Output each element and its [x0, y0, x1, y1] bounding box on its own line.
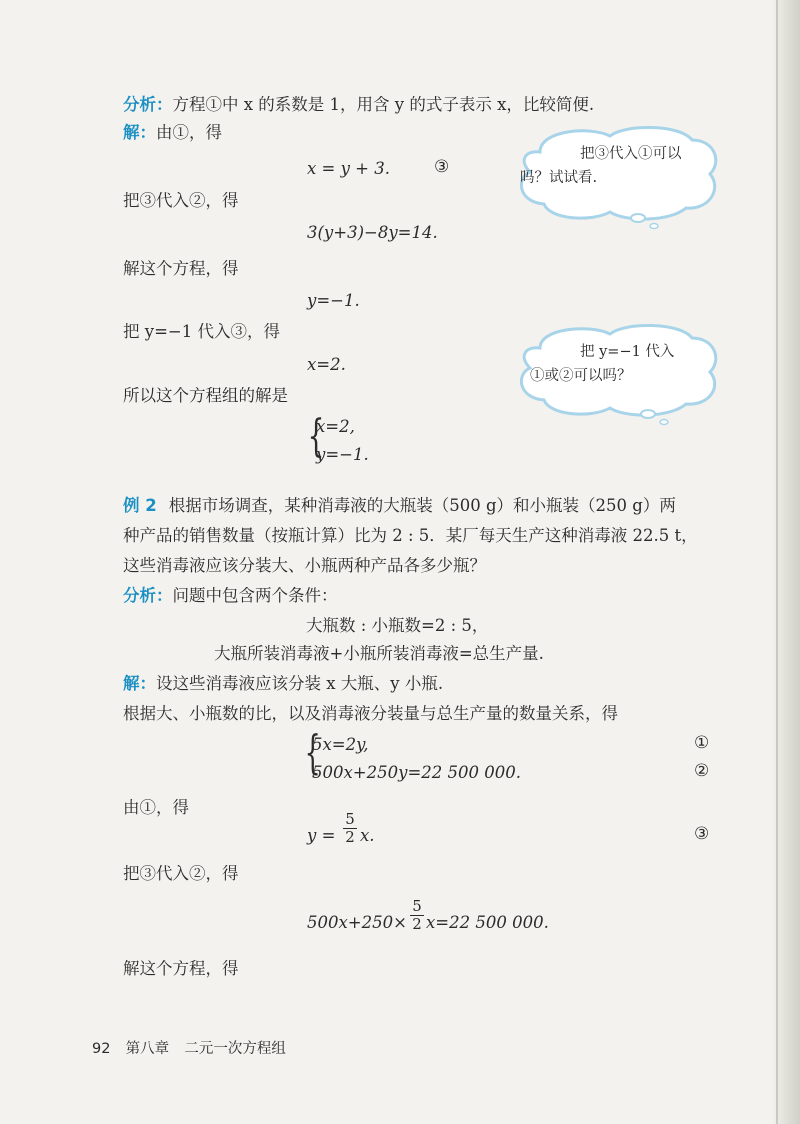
solution-2-step1: 由①，得	[123, 798, 189, 817]
solution-1-step3: 解这个方程，得	[123, 259, 239, 278]
bubble-2-line1: 把 y=−1 代入	[580, 344, 675, 360]
analysis-text: 问题中包含两个条件：	[172, 586, 338, 605]
chapter-title: 二元一次方程组	[184, 1041, 286, 1057]
equation-1: 5x=2y,	[312, 735, 369, 754]
page-number: 92	[92, 1041, 111, 1057]
book-spine-line	[776, 0, 778, 1124]
solution-2-step3: 解这个方程，得	[123, 959, 239, 978]
solution-1-step1	[123, 122, 222, 144]
equation-x-eq-y-plus-3: x = y + 3.	[307, 159, 390, 178]
solution-label: 解：	[123, 674, 156, 693]
bubble-1-line1: 把③代入①可以	[580, 146, 682, 162]
fraction-5-over-2-b	[410, 899, 424, 932]
bubble-2-line2: ①或②可以吗？	[530, 368, 632, 384]
equation-tag-3b: ③	[694, 824, 710, 844]
analysis-label: 分析：	[123, 586, 173, 605]
solution-1-step5: 所以这个方程组的解是	[123, 386, 288, 405]
equation-3-lhs: y =	[307, 826, 336, 845]
example-2-line1	[123, 495, 676, 517]
analysis-text: 方程①中 x 的系数是 1，用含 y 的式子表示 x，比较简便.	[172, 95, 595, 114]
analysis-label: 分析：	[123, 95, 173, 114]
page-footer	[92, 1037, 286, 1058]
equation-4-lhs: 500x+250×	[307, 913, 407, 932]
solution-label: 解：	[123, 123, 156, 142]
analysis-2	[123, 585, 338, 607]
example-2-line2: 种产品的销售数量（按瓶计算）比为 2 : 5．某厂每天生产这种消毒液 22.5 t，	[123, 526, 698, 545]
example-text: 根据市场调查，某种消毒液的大瓶装（500 g）和小瓶装（250 g）两	[168, 496, 676, 515]
substituted-equation: 3(y+3)−8y=14.	[307, 223, 438, 242]
system-brace-2: {	[304, 725, 321, 779]
setup-text: 设这些消毒液应该分装 x 大瓶、y 小瓶.	[156, 674, 444, 693]
solution-2-relation: 根据大、小瓶数的比，以及消毒液分装量与总生产量的数量关系，得	[123, 704, 618, 723]
step-text: 由①，得	[156, 123, 222, 142]
system-brace: {	[307, 411, 325, 462]
equation-2: 500x+250y=22 500 000.	[312, 763, 521, 782]
x-value: x=2.	[307, 355, 346, 374]
fraction-5-over-2	[343, 812, 357, 845]
system-solution-x: x=2,	[316, 417, 355, 436]
example-2-line3: 这些消毒液应该分装大、小瓶两种产品各多少瓶？	[123, 556, 486, 575]
example-label: 例 2	[123, 496, 157, 515]
solution-1-step4: 把 y=−1 代入③，得	[123, 322, 280, 341]
solution-2-setup	[123, 673, 443, 695]
equation-3-rhs: x.	[360, 826, 375, 845]
y-value: y=−1.	[307, 291, 360, 310]
chapter-number: 第八章	[125, 1041, 170, 1057]
denominator: 2	[345, 828, 355, 846]
numerator: 5	[345, 810, 355, 828]
system-solution-y: y=−1.	[316, 445, 369, 464]
bubble-1-line2: 吗？试试看.	[520, 170, 598, 186]
analysis-1	[123, 94, 594, 116]
equation-tag-3: ③	[434, 157, 450, 177]
solution-1-step2: 把③代入②，得	[123, 191, 239, 210]
denominator: 2	[412, 915, 422, 933]
equation-4-rhs: x=22 500 000.	[426, 913, 549, 932]
solution-2-step2: 把③代入②，得	[123, 864, 239, 883]
condition-1: 大瓶数 : 小瓶数=2 : 5，	[306, 616, 489, 635]
equation-tag-1: ①	[694, 733, 710, 753]
condition-2: 大瓶所装消毒液+小瓶所装消毒液=总生产量.	[214, 644, 544, 663]
numerator: 5	[412, 897, 422, 915]
equation-tag-2: ②	[694, 761, 710, 781]
